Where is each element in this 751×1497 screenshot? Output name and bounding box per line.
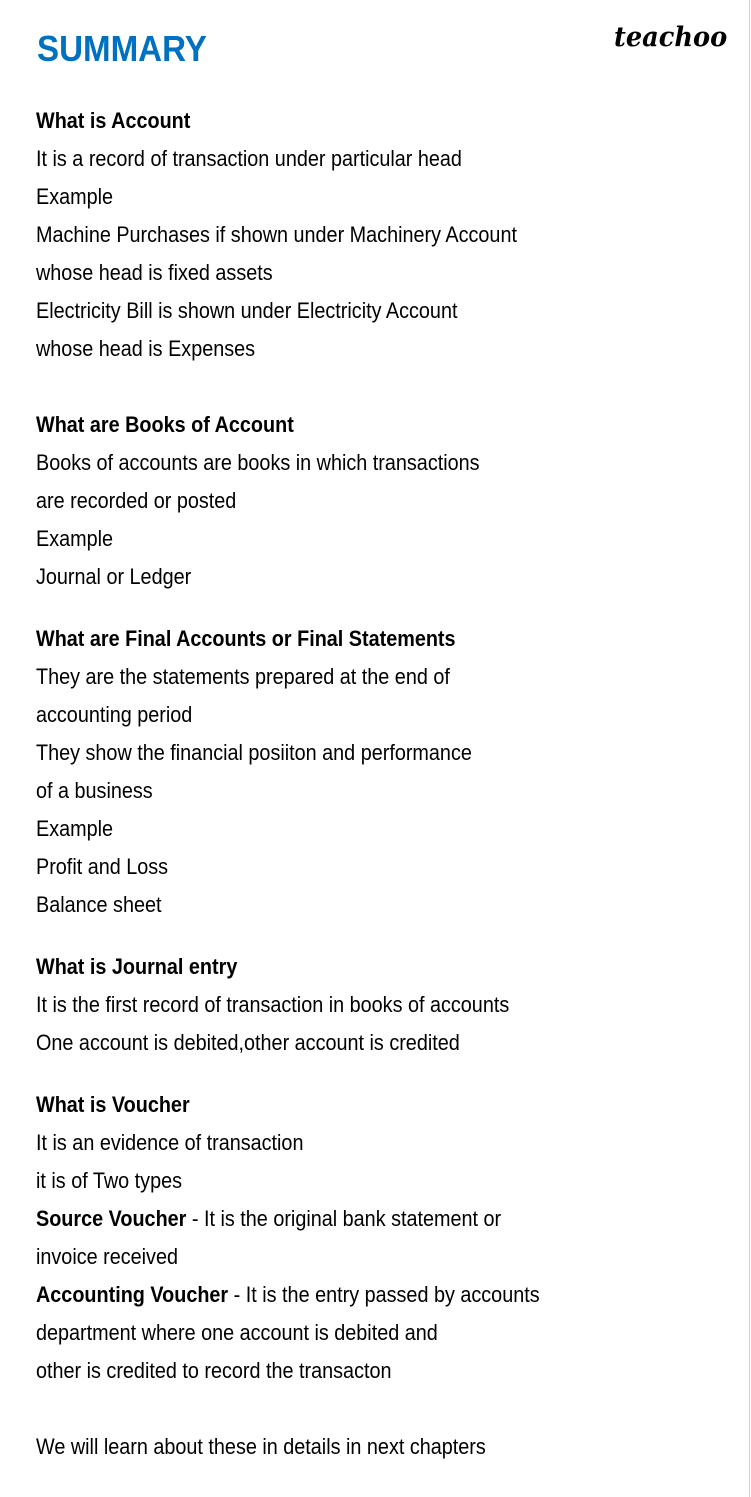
summary-content: [36, 102, 726, 1466]
footer-note: We will learn about these in details in next chapters: [36, 1434, 486, 1459]
section-line: accounting period: [36, 702, 193, 727]
section-line: It is an evidence of transaction: [36, 1130, 304, 1155]
section-heading: What is Voucher: [36, 1092, 190, 1117]
section-line: Books of accounts are books in which transactions: [36, 450, 480, 475]
section-final-accounts: [36, 620, 726, 924]
voucher-type-accounting: [36, 1276, 657, 1314]
section-line: Balance sheet: [36, 892, 162, 917]
section-books-of-account: [36, 406, 726, 596]
section-line: are recorded or posted: [36, 488, 237, 513]
section-line: other is credited to record the transacton: [36, 1358, 392, 1383]
spacer: [36, 1062, 726, 1086]
spacer: [36, 1390, 726, 1428]
section-line: Machine Purchases if shown under Machinery Account: [36, 222, 517, 247]
voucher-separator: -: [228, 1282, 246, 1307]
page-title: SUMMARY: [37, 28, 207, 69]
section-heading: What is Journal entry: [36, 954, 238, 979]
voucher-term: Accounting Voucher: [36, 1282, 229, 1307]
section-line: Electricity Bill is shown under Electricity Account: [36, 298, 458, 323]
section-line: Example: [36, 184, 114, 209]
voucher-term: Source Voucher: [36, 1206, 187, 1231]
section-line: They show the financial posiiton and performance: [36, 740, 472, 765]
section-line: One account is debited,other account is credited: [36, 1030, 460, 1055]
section-voucher: [36, 1086, 726, 1390]
section-heading: What is Account: [36, 108, 191, 133]
section-line: whose head is fixed assets: [36, 260, 273, 285]
section-account: [36, 102, 726, 368]
section-journal-entry: [36, 948, 726, 1062]
voucher-definition: It is the original bank statement or: [203, 1206, 502, 1231]
spacer: [36, 368, 726, 406]
section-line: It is a record of transaction under particular head: [36, 146, 462, 171]
section-line: Journal or Ledger: [36, 564, 192, 589]
section-line: It is the first record of transaction in books of accounts: [36, 992, 510, 1017]
section-line: of a business: [36, 778, 153, 803]
section-line: Example: [36, 816, 114, 841]
page-right-border: [749, 0, 750, 1497]
spacer: [36, 924, 726, 948]
voucher-type-source: [36, 1200, 657, 1238]
voucher-separator: -: [186, 1206, 204, 1231]
section-line: whose head is Expenses: [36, 336, 256, 361]
section-heading: What are Final Accounts or Final Statements: [36, 626, 456, 651]
section-line: department where one account is debited and: [36, 1320, 438, 1345]
teachoo-logo: teachoo: [614, 22, 728, 53]
section-heading: What are Books of Account: [36, 412, 294, 437]
section-line: it is of Two types: [36, 1168, 182, 1193]
section-line: invoice received: [36, 1244, 178, 1269]
spacer: [36, 596, 726, 620]
voucher-definition: It is the entry passed by accounts: [245, 1282, 540, 1307]
section-line: Profit and Loss: [36, 854, 169, 879]
section-line: Example: [36, 526, 114, 551]
section-line: They are the statements prepared at the end of: [36, 664, 450, 689]
